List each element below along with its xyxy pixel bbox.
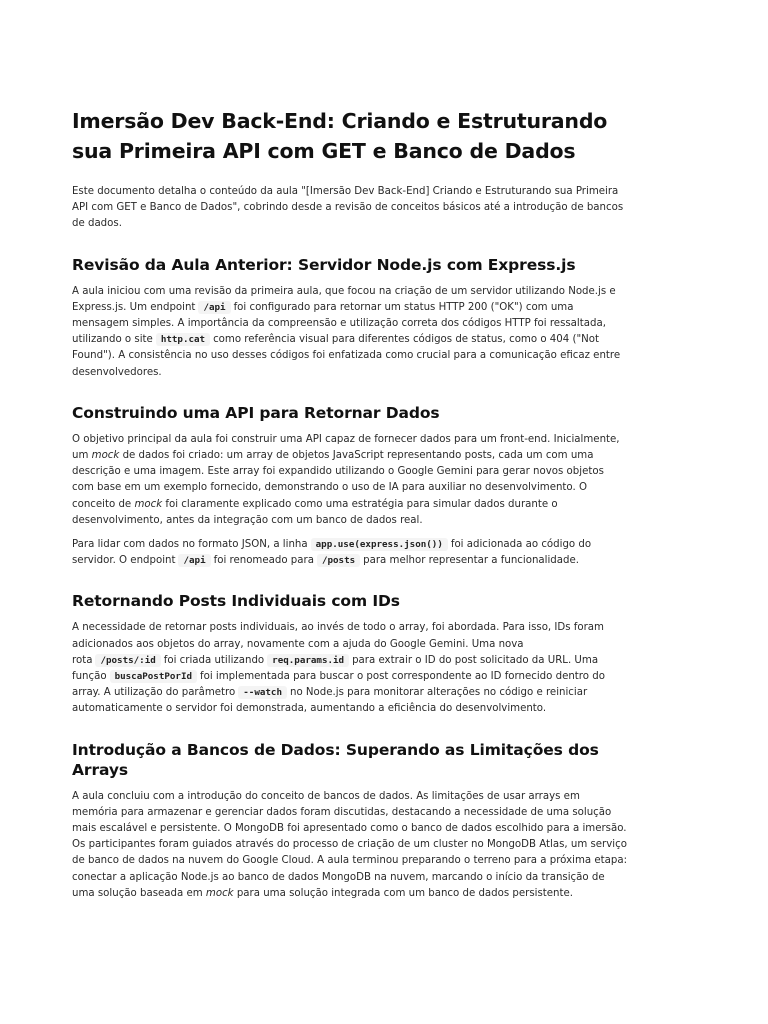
section-heading-posts-individuais: Retornando Posts Individuais com IDs <box>72 592 400 611</box>
inline-code: http.cat <box>156 333 210 346</box>
text-run: foi criada utilizando <box>163 654 265 666</box>
text-run: A aula iniciou com uma revisão da primeira aula, que focou na criação de um servidor utilizando Node.js e Express.js. Um endpoint <box>72 285 616 313</box>
inline-code: buscaPostPorId <box>110 670 197 683</box>
text-run: foi configurado para retornar um status HTTP 200 ("OK") com uma mensagem simples. A importância da compreensão e utilização correta dos códigos HTTP foi ressaltada, utilizando o site <box>72 301 606 346</box>
text-run: O objetivo principal da aula foi construir uma API capaz de fornecer dados para um front-end. Inicialmente, um <box>72 433 620 462</box>
section-heading-construindo: Construindo uma API para Retornar Dados <box>72 403 440 422</box>
text-run: Para lidar com dados no formato JSON, a linha <box>72 539 308 551</box>
emphasis-text: mock <box>91 450 120 462</box>
section-paragraph <box>72 432 628 529</box>
text-run: de dados foi criado: um array de objetos JavaScript representando posts, cada um com uma descrição e uma imagem. Este array foi expandido utilizando o Google Gemini para gerar novos objetos com base em um exemplo fornecido, demonstrando o uso de IA para auxiliar no desenvolvimento. O conceito de <box>72 450 604 510</box>
inline-code: /posts/:id <box>95 654 160 667</box>
text-run: foi renomeado para <box>213 555 314 567</box>
text-run: A aula concluiu com a introdução do conceito de bancos de dados. As limitações de usar arrays em memória para armazenar e gerenciar dados foram discutidas, destacando a necessidade de uma solução mais escalável e persistente. O MongoDB foi apresentado como o banco de dados escolhido para a imersão. Os participantes foram guiados através do processo de criação de um cluster no MongoDB Atlas, um serviço de banco de dados na nuvem do Google Cloud. A aula terminou preparando o terreno para a próxima etapa: conectar a aplicação Node.js ao banco de dados MongoDB na nuvem, marcando o início da transição de uma solução baseada em <box>72 790 628 899</box>
text-run: foi adicionada ao código do servidor. O endpoint <box>72 539 592 567</box>
section-heading-revisao: Revisão da Aula Anterior: Servidor Node.js com Express.js <box>72 255 576 274</box>
emphasis-text: mock <box>134 498 163 510</box>
text-run: para melhor representar a funcionalidade. <box>363 555 579 567</box>
text-run: A necessidade de retornar posts individuais, ao invés de todo o array, foi abordada. Para isso, IDs foram adicionados aos objetos do array, novamente com a ajuda do Google Gemini. Uma nova rota <box>72 622 604 666</box>
section-revisao <box>72 255 628 381</box>
inline-code: /posts <box>317 554 360 567</box>
text-run: foi claramente explicado como uma estratégia para simular dados durante o desenvolvimento, antes da integração com um banco de dados real. <box>72 498 558 526</box>
text-run: foi implementada para buscar o post correspondente ao ID fornecido dentro do array. A utilização do parâmetro <box>72 671 605 699</box>
text-run: para extrair o ID do post solicitado da URL. Uma função <box>72 654 599 683</box>
intro-paragraph: Este documento detalha o conteúdo da aula "[Imersão Dev Back-End] Criando e Estruturando sua Primeira API com GET e Banco de Dados", cobrindo desde a revisão de conceitos básicos até a introdução de bancos de dados. <box>72 186 624 230</box>
inline-code: app.use(express.json()) <box>311 538 448 551</box>
section-posts-individuais <box>72 591 628 717</box>
section-paragraph <box>72 537 628 569</box>
section-construindo <box>72 403 628 570</box>
text-run: para uma solução integrada com um banco de dados persistente. <box>236 887 573 899</box>
inline-code: /api <box>178 554 210 567</box>
section-paragraph <box>72 789 628 902</box>
emphasis-text: mock <box>205 887 234 899</box>
document-title: Imersão Dev Back-End: Criando e Estruturando sua Primeira API com GET e Banco de Dados <box>72 109 608 163</box>
section-paragraph <box>72 620 628 717</box>
section-paragraph <box>72 284 628 381</box>
text-run: no Node.js para monitorar alterações no código e reiniciar automaticamente o servidor foi demonstrada, aumentando a eficiência do desenvolvimento. <box>72 687 588 715</box>
section-heading-bancos-de-dados: Introdução a Bancos de Dados: Superando as Limitações dos Arrays <box>72 740 599 779</box>
inline-code: /api <box>198 301 230 314</box>
section-bancos-de-dados <box>72 740 628 902</box>
inline-code: req.params.id <box>267 654 349 667</box>
text-run: como referência visual para diferentes códigos de status, como o 404 ("Not Found"). A consistência no uso desses códigos foi enfatizada como crucial para a comunicação eficaz entre desenvolvedores. <box>72 334 621 378</box>
inline-code: --watch <box>238 686 287 699</box>
